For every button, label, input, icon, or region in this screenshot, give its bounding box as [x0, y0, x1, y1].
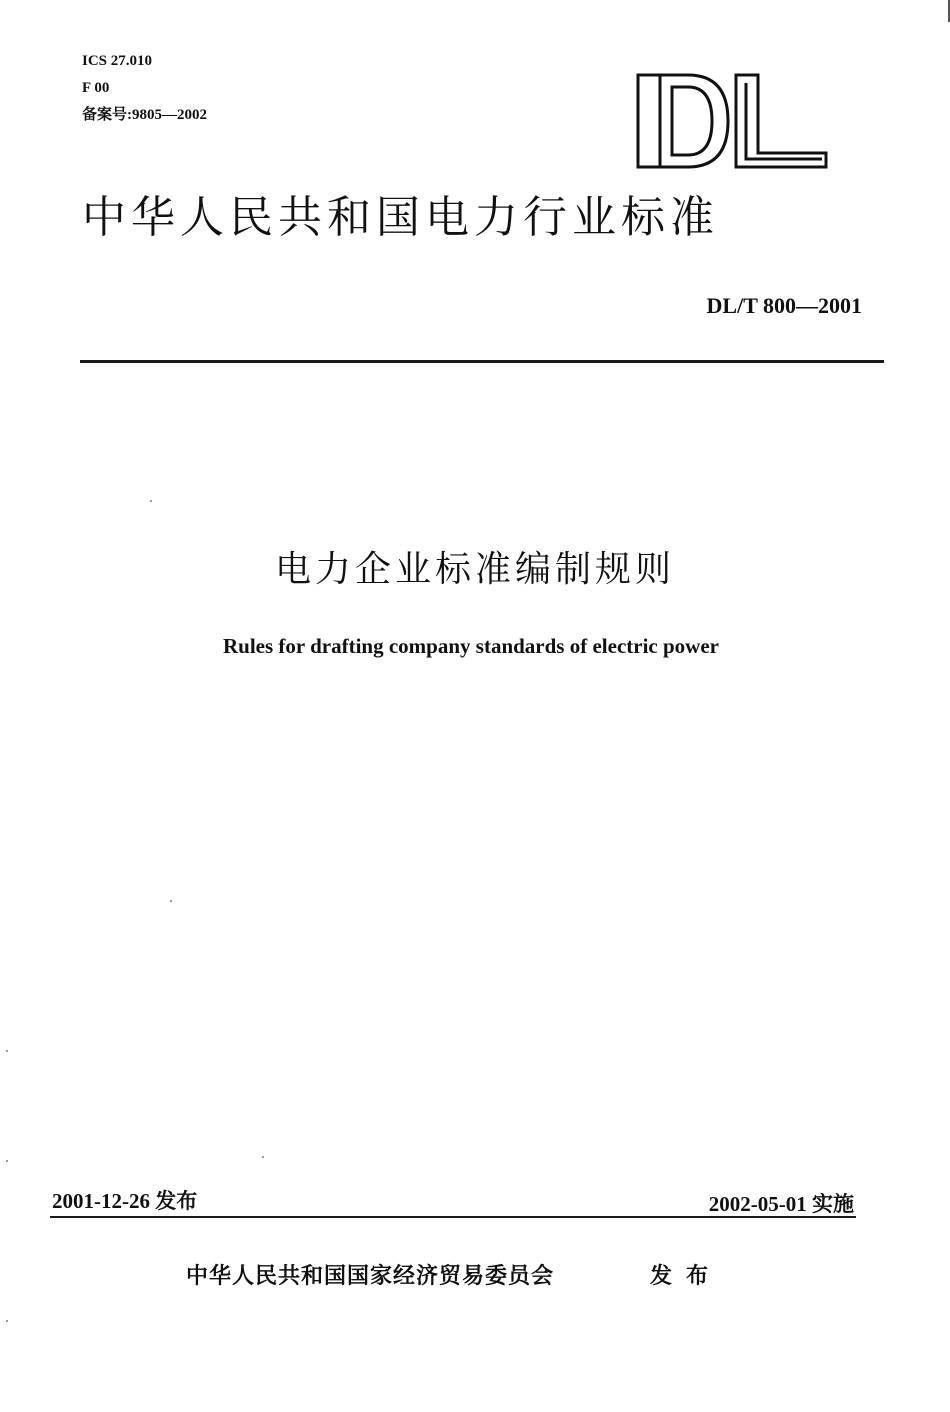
classification-code: F 00 [82, 80, 110, 96]
publisher-name: 中华人民共和国国家经济贸易委员会 [186, 1264, 555, 1289]
record-number: 备案号:9805—2002 [82, 107, 207, 123]
industry-standard-title: 中华人民共和国电力行业标准 [82, 192, 719, 243]
implementation-date: 2002-05-01 实施 [708, 1192, 854, 1216]
scan-speck [262, 1156, 264, 1158]
header-divider [80, 360, 884, 363]
document-title-en: Rules for drafting company standards of electric power [223, 634, 719, 658]
scan-speck [6, 1160, 8, 1162]
issue-date: 2001-12-26 发布 [52, 1189, 198, 1213]
ics-code: ICS 27.010 [82, 53, 153, 69]
scan-speck [150, 500, 152, 502]
scan-speck [6, 1320, 8, 1322]
scan-speck [170, 900, 172, 902]
scan-speck [6, 1050, 8, 1052]
publisher-action: 发布 [650, 1264, 723, 1289]
document-title-cn: 电力企业标准编制规则 [274, 549, 675, 590]
dl-logo [636, 73, 828, 169]
standard-number: DL/T 800—2001 [706, 293, 862, 318]
footer-divider [50, 1216, 856, 1218]
